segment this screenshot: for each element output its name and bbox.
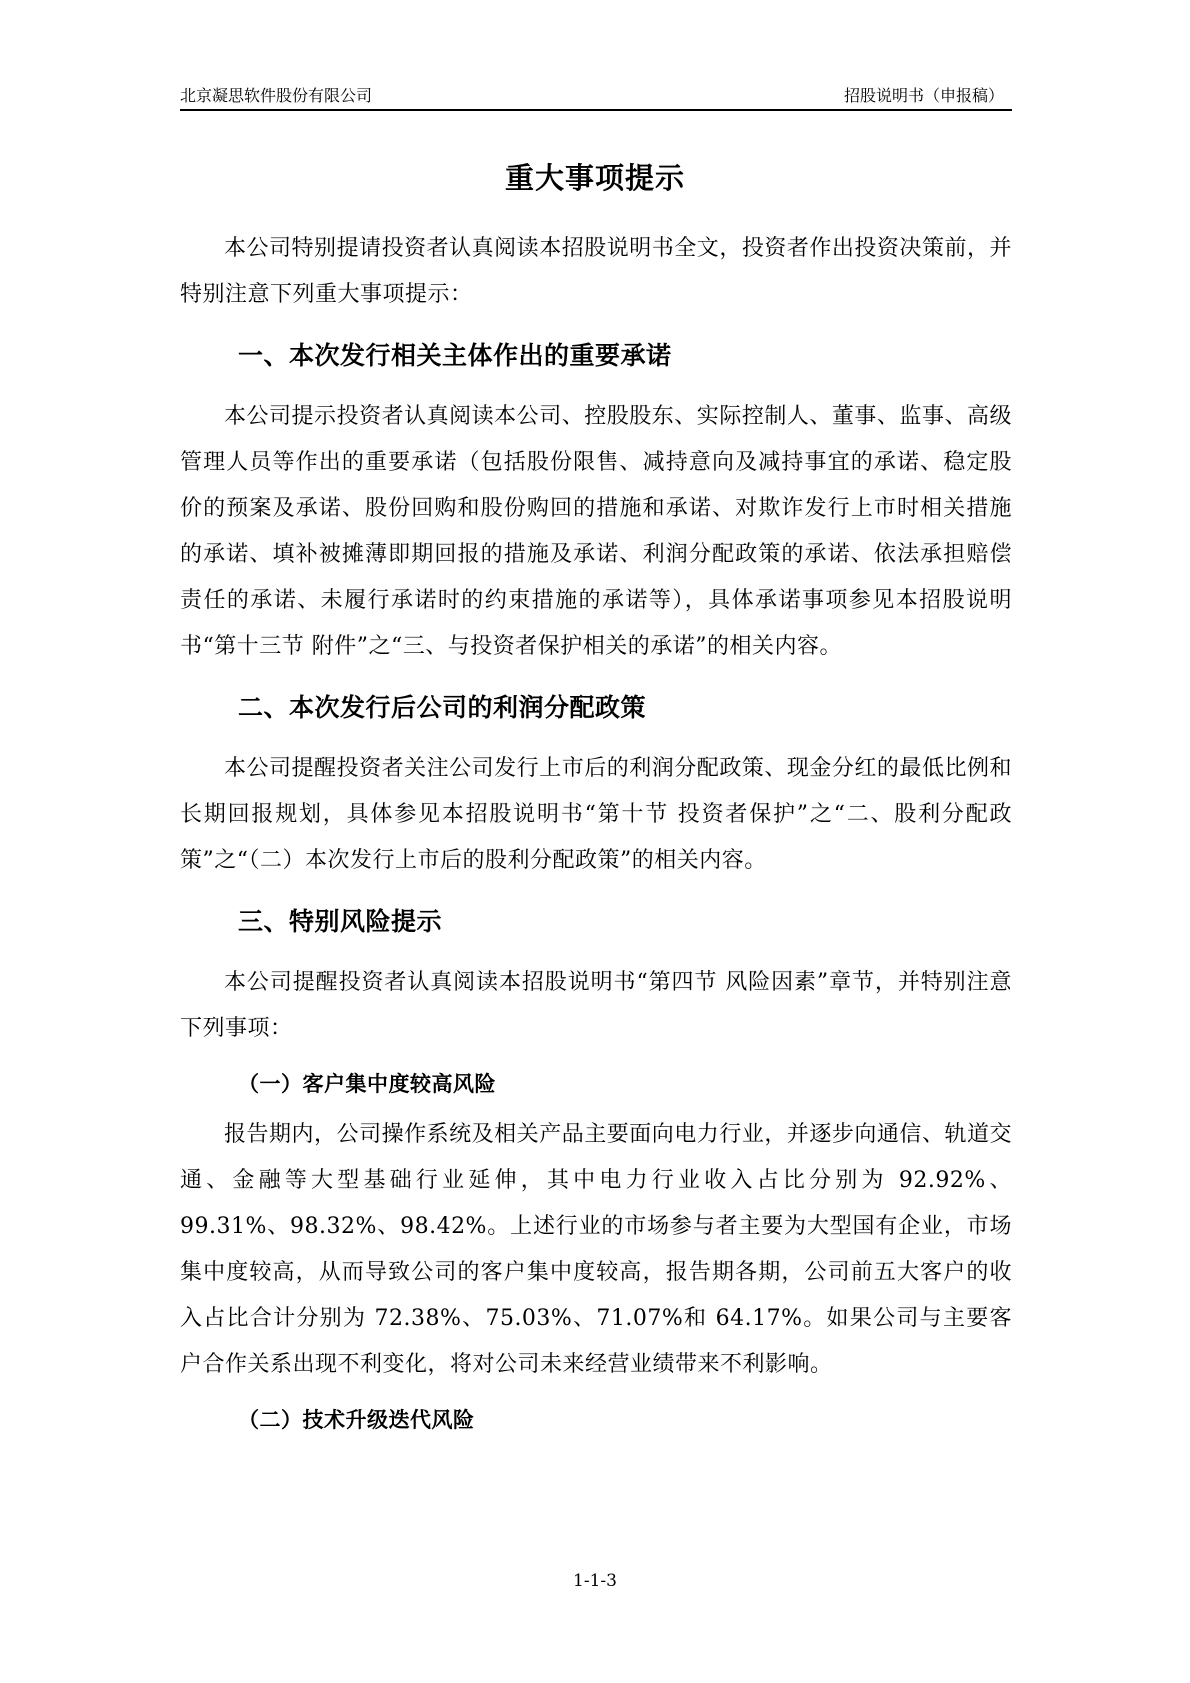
page-number: 1-1-3 <box>573 1571 617 1591</box>
subsection-heading-customer-concentration: （一）客户集中度较高风险 <box>238 1072 496 1096</box>
section-heading-profit-distribution: 二、本次发行后公司的利润分配政策 <box>238 693 647 722</box>
page-title: 重大事项提示 <box>504 161 685 195</box>
document-body <box>180 226 1012 1448</box>
header-company-name: 北京凝思软件股份有限公司 <box>180 86 373 105</box>
subsection-paragraph-customer-concentration: 报告期内，公司操作系统及相关产品主要面向电力行业，并逐步向通信、轨道交通、金融等大型基础行业延伸，其中电力行业收入占比分别为 92.92%、99.31%、98.32%、98.42%。上述行业的市场参与者主要为大型国有企业，市场集中度较高，从而导致公司的客户集中度较高，报告期各期，公司前五大客户的收入占比合计分别为 72.38%、75.03%、71.07%和 64.17%。如果公司与主要客户合作关系出现不利变化，将对公司未来经营业绩带来不利影响。 <box>180 1122 1012 1377</box>
header-divider <box>180 109 1012 111</box>
section-heading-risk-notice: 三、特别风险提示 <box>238 907 443 936</box>
section-paragraph-commitments: 本公司提示投资者认真阅读本公司、控股股东、实际控制人、董事、监事、高级管理人员等作出的重要承诺（包括股份限售、减持意向及减持事宜的承诺、稳定股价的预案及承诺、股份回购和股份购回的措施和承诺、对欺诈发行上市时相关措施的承诺、填补被摊薄即期回报的措施及承诺、利润分配政策的承诺、依法承担赔偿责任的承诺、未履行承诺时的约束措施的承诺等），具体承诺事项参见本招股说明书“第十三节 附件”之“三、与投资者保护相关的承诺”的相关内容。 <box>180 404 1012 659</box>
header-document-type: 招股说明书（申报稿） <box>843 86 1004 105</box>
intro-paragraph: 本公司特别提请投资者认真阅读本招股说明书全文，投资者作出投资决策前，并特别注意下列重大事项提示： <box>180 236 1012 307</box>
section-heading-commitments: 一、本次发行相关主体作出的重要承诺 <box>238 341 672 370</box>
section-paragraph-risk-notice: 本公司提醒投资者认真阅读本招股说明书“第四节 风险因素”章节，并特别注意下列事项： <box>180 970 1012 1041</box>
subsection-heading-tech-iteration: （二）技术升级迭代风险 <box>238 1408 475 1432</box>
section-paragraph-profit-distribution: 本公司提醒投资者关注公司发行上市后的利润分配政策、现金分红的最低比例和长期回报规划，具体参见本招股说明书“第十节 投资者保护”之“二、股利分配政策”之“（二）本次发行上市后的股利分配政策”的相关内容。 <box>180 756 1012 873</box>
